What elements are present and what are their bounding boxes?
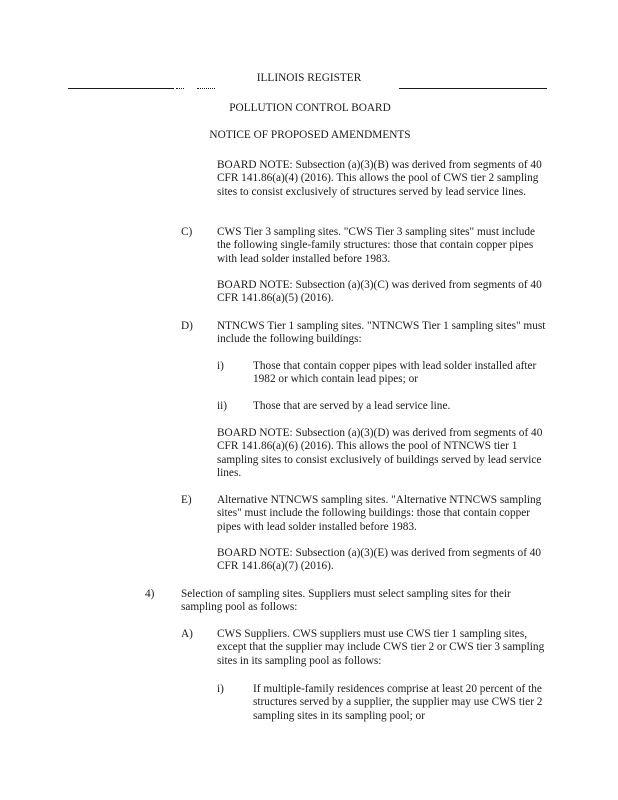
subsection-c-text: CWS Tier 3 sampling sites. "CWS Tier 3 sampling sites" must include the following single-family structures: those that contain copper pipes with lead solder installed before 1983. bbox=[217, 226, 536, 265]
register-title: ILLINOIS REGISTER bbox=[256, 72, 362, 84]
subsection-e-label: E) bbox=[181, 494, 192, 506]
item-d-i-label: i) bbox=[217, 360, 224, 372]
board-note-d: BOARD NOTE: Subsection (a)(3)(D) was derived from segments of 40 CFR 141.86(a)(6) (2016). This allows the pool of NTNCWS tier 1 sampling sites to consist exclusively of buildings served by lead service lines. bbox=[217, 427, 543, 480]
subsection-e-text: Alternative NTNCWS sampling sites. "Alternative NTNCWS sampling sites" must include the following buildings: those that contain copper pipes with lead solder installed before 1983. bbox=[217, 494, 542, 533]
notice-title: NOTICE OF PROPOSED AMENDMENTS bbox=[209, 129, 411, 141]
item-d-i-text: Those that contain copper pipes with lead solder installed after 1982 or which contain lead pipes; or bbox=[253, 360, 537, 386]
subsection-d-text: NTNCWS Tier 1 sampling sites. "NTNCWS Tier 1 sampling sites" must include the following buildings: bbox=[217, 320, 546, 346]
item-d-ii-text: Those that are served by a lead service line. bbox=[253, 400, 451, 412]
agency-title: POLLUTION CONTROL BOARD bbox=[229, 102, 391, 114]
board-note-b: BOARD NOTE: Subsection (a)(3)(B) was derived from segments of 40 CFR 141.86(a)(4) (2016). This allows the pool of CWS tier 2 sampling sites to consist exclusively of structures served by lead service lines. bbox=[217, 159, 542, 198]
subsection-c-label: C) bbox=[181, 226, 193, 238]
board-note-e: BOARD NOTE: Subsection (a)(3)(E) was derived from segments of 40 CFR 141.86(a)(7) (2016). bbox=[217, 547, 542, 573]
subsection-a-label: A) bbox=[181, 628, 193, 640]
section-4-text: Selection of sampling sites. Suppliers must select sampling sites for their sampling pool as follows: bbox=[181, 588, 511, 614]
header-rule-dots-a bbox=[176, 88, 184, 89]
subsection-a-text: CWS Suppliers. CWS suppliers must use CWS tier 1 sampling sites, except that the supplier may include CWS tier 2 or CWS tier 3 sampling sites in its sampling pool as follows: bbox=[217, 628, 545, 667]
item-a-i-text: If multiple-family residences comprise at least 20 percent of the structures served by a supplier, the supplier may use CWS tier 2 sampling sites in its sampling pool; or bbox=[253, 683, 543, 722]
header-rule-dots-b bbox=[197, 88, 215, 89]
header-rule-right bbox=[399, 88, 547, 89]
subsection-d-label: D) bbox=[181, 320, 193, 332]
board-note-c: BOARD NOTE: Subsection (a)(3)(C) was derived from segments of 40 CFR 141.86(a)(5) (2016). bbox=[217, 279, 542, 305]
item-d-ii-label: ii) bbox=[217, 400, 228, 412]
section-4-label: 4) bbox=[145, 588, 155, 600]
item-a-i-label: i) bbox=[217, 683, 224, 695]
header-rule-left bbox=[68, 88, 174, 89]
